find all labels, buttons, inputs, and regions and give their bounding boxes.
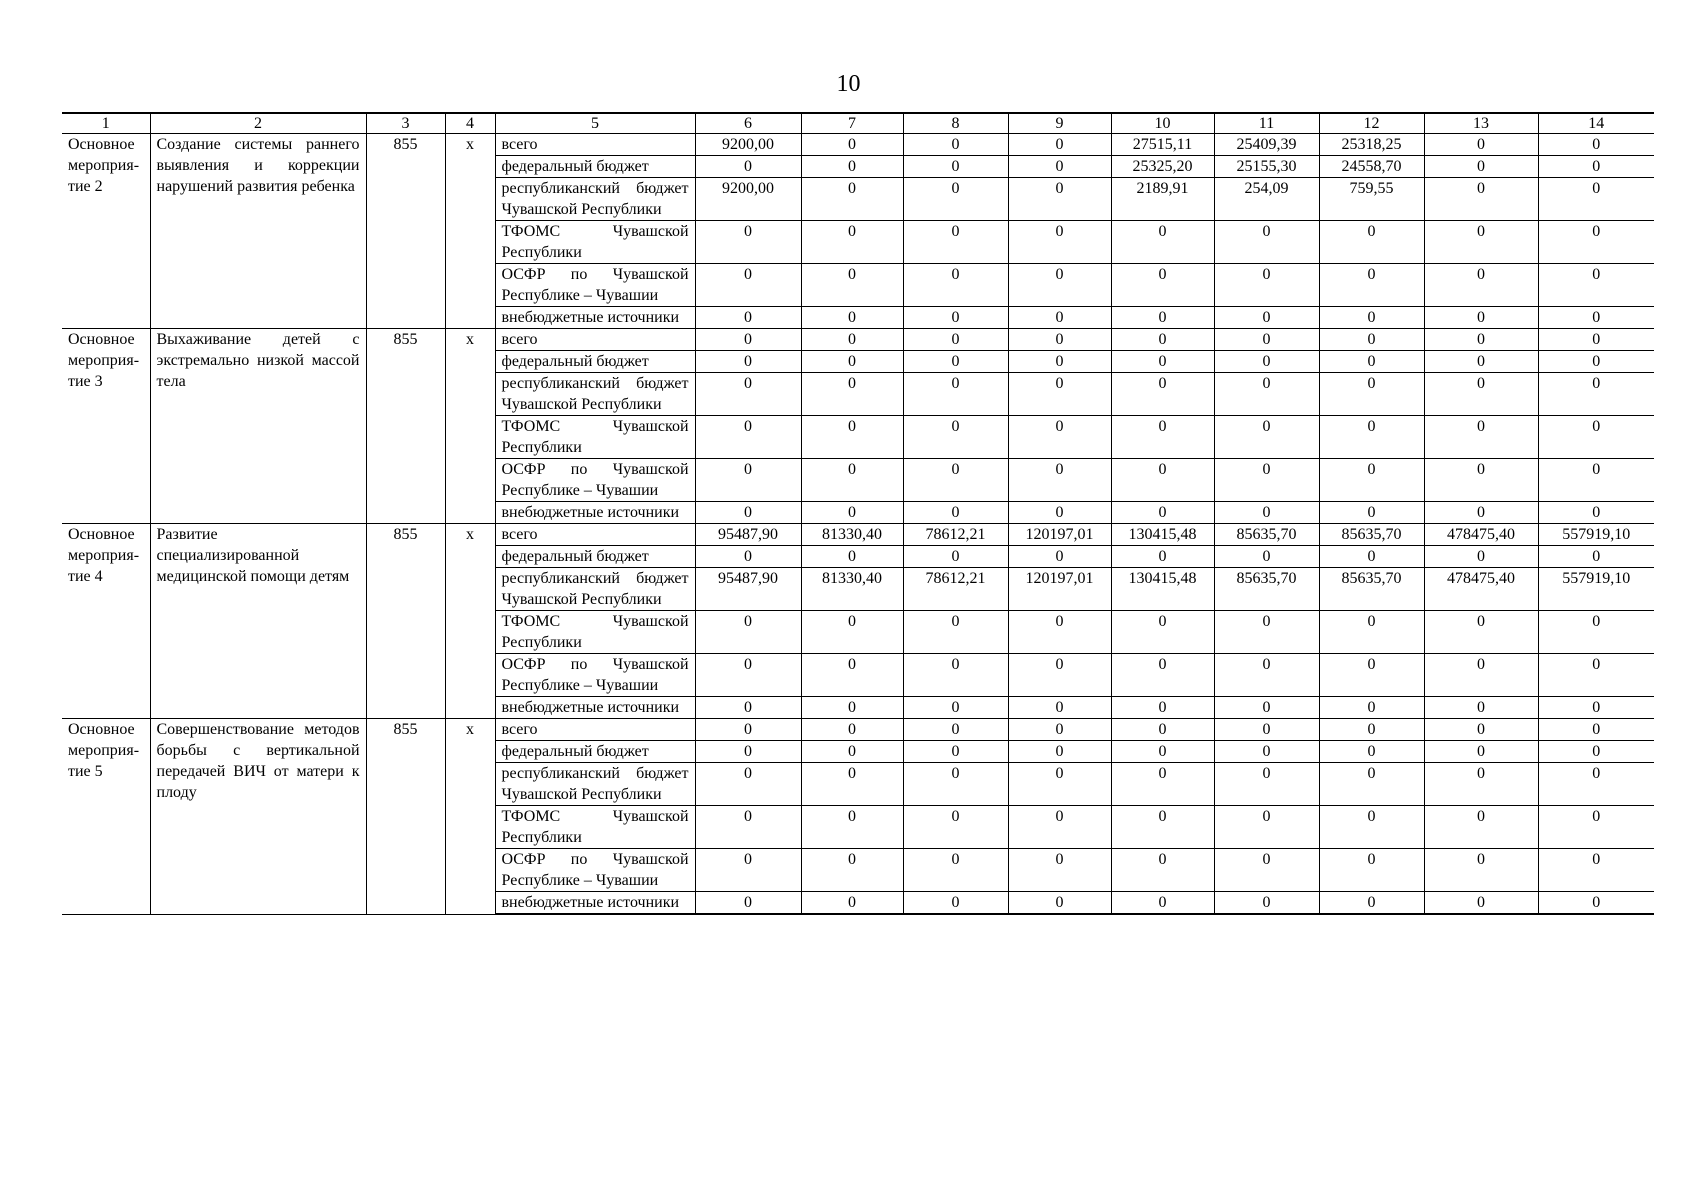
amount-cell: 81330,40 xyxy=(801,568,903,611)
amount-cell: 0 xyxy=(1111,741,1214,763)
activity-name: Развитие специализированной медицинской помощи детям xyxy=(150,524,366,719)
amount-cell: 0 xyxy=(1008,546,1111,568)
amount-cell: 0 xyxy=(695,416,801,459)
column-header-6: 6 xyxy=(695,113,801,134)
amount-cell: 95487,90 xyxy=(695,524,801,546)
funding-source: федеральный бюджет xyxy=(495,351,695,373)
amount-cell: 0 xyxy=(903,502,1008,524)
amount-cell: 0 xyxy=(1008,719,1111,741)
amount-cell: 24558,70 xyxy=(1319,156,1424,178)
amount-cell: 0 xyxy=(1008,264,1111,307)
amount-cell: 0 xyxy=(1319,307,1424,329)
amount-cell: 2189,91 xyxy=(1111,178,1214,221)
amount-cell: 0 xyxy=(1319,654,1424,697)
amount-cell: 0 xyxy=(1424,264,1538,307)
amount-cell: 0 xyxy=(1538,849,1654,892)
amount-cell: 0 xyxy=(1538,611,1654,654)
amount-cell: 0 xyxy=(695,849,801,892)
amount-cell: 27515,11 xyxy=(1111,134,1214,156)
amount-cell: 0 xyxy=(1424,221,1538,264)
amount-cell: 0 xyxy=(1424,892,1538,915)
amount-cell: 0 xyxy=(1319,806,1424,849)
amount-cell: 130415,48 xyxy=(1111,568,1214,611)
amount-cell: 0 xyxy=(1424,373,1538,416)
amount-cell: 0 xyxy=(1538,806,1654,849)
column-header-1: 1 xyxy=(62,113,150,134)
amount-cell: 0 xyxy=(1538,134,1654,156)
amount-cell: 0 xyxy=(1214,546,1319,568)
amount-cell: 0 xyxy=(1214,719,1319,741)
amount-cell: 0 xyxy=(801,178,903,221)
amount-cell: 557919,10 xyxy=(1538,568,1654,611)
column-header-7: 7 xyxy=(801,113,903,134)
amount-cell: 0 xyxy=(903,351,1008,373)
amount-cell: 9200,00 xyxy=(695,134,801,156)
amount-cell: 25155,30 xyxy=(1214,156,1319,178)
amount-cell: 0 xyxy=(1538,307,1654,329)
funding-source: внебюджетные источники xyxy=(495,502,695,524)
amount-cell: 0 xyxy=(1538,459,1654,502)
amount-cell: 0 xyxy=(801,502,903,524)
funding-source: федеральный бюджет xyxy=(495,741,695,763)
table-row xyxy=(62,134,1654,156)
amount-cell: 0 xyxy=(801,849,903,892)
amount-cell: 0 xyxy=(801,416,903,459)
funding-source: республиканский бюджет Чувашской Республики xyxy=(495,568,695,611)
amount-cell: 0 xyxy=(1008,892,1111,915)
amount-cell: 0 xyxy=(1319,502,1424,524)
funding-source: всего xyxy=(495,134,695,156)
amount-cell: 81330,40 xyxy=(801,524,903,546)
amount-cell: 0 xyxy=(1424,654,1538,697)
amount-cell: 78612,21 xyxy=(903,568,1008,611)
amount-cell: 0 xyxy=(1214,806,1319,849)
amount-cell: 0 xyxy=(695,307,801,329)
amount-cell: 0 xyxy=(1008,134,1111,156)
amount-cell: 0 xyxy=(1424,611,1538,654)
amount-cell: 0 xyxy=(1008,156,1111,178)
amount-cell: 0 xyxy=(1214,892,1319,915)
amount-cell: 0 xyxy=(1008,459,1111,502)
amount-cell: 0 xyxy=(801,134,903,156)
table-row xyxy=(62,524,1654,546)
amount-cell: 0 xyxy=(1111,459,1214,502)
amount-cell: 0 xyxy=(1538,156,1654,178)
amount-cell: 0 xyxy=(801,264,903,307)
amount-cell: 0 xyxy=(1214,849,1319,892)
amount-cell: 0 xyxy=(903,697,1008,719)
amount-cell: 0 xyxy=(1111,654,1214,697)
amount-cell: 0 xyxy=(1319,373,1424,416)
amount-cell: 0 xyxy=(903,719,1008,741)
funding-source: всего xyxy=(495,719,695,741)
amount-cell: 0 xyxy=(903,307,1008,329)
activity-label: Основное мероприя-тие 2 xyxy=(62,134,150,329)
amount-cell: 0 xyxy=(903,806,1008,849)
amount-cell: 0 xyxy=(1008,654,1111,697)
amount-cell: 0 xyxy=(1319,459,1424,502)
amount-cell: 0 xyxy=(903,611,1008,654)
column-header-4: 4 xyxy=(445,113,495,134)
column-header-10: 10 xyxy=(1111,113,1214,134)
amount-cell: 0 xyxy=(903,416,1008,459)
amount-cell: 0 xyxy=(1111,892,1214,915)
amount-cell: 0 xyxy=(1008,373,1111,416)
funding-source: федеральный бюджет xyxy=(495,156,695,178)
amount-cell: 0 xyxy=(1319,351,1424,373)
column-header-9: 9 xyxy=(1008,113,1111,134)
amount-cell: 0 xyxy=(695,719,801,741)
amount-cell: 0 xyxy=(1214,459,1319,502)
column-header-3: 3 xyxy=(366,113,445,134)
amount-cell: 85635,70 xyxy=(1319,568,1424,611)
amount-cell: 0 xyxy=(1424,307,1538,329)
funding-source: ОСФР по Чувашской Республике – Чувашии xyxy=(495,654,695,697)
amount-cell: 0 xyxy=(1111,416,1214,459)
amount-cell: 0 xyxy=(1319,697,1424,719)
amount-cell: 0 xyxy=(1008,741,1111,763)
amount-cell: 85635,70 xyxy=(1319,524,1424,546)
amount-cell: 0 xyxy=(1424,849,1538,892)
funding-source: ТФОМС Чувашской Республики xyxy=(495,806,695,849)
amount-cell: 0 xyxy=(1111,307,1214,329)
amount-cell: 0 xyxy=(1538,763,1654,806)
amount-cell: 25318,25 xyxy=(1319,134,1424,156)
amount-cell: 0 xyxy=(1008,697,1111,719)
table-body xyxy=(62,134,1654,915)
column-number-header-row xyxy=(62,113,1654,134)
amount-cell: 0 xyxy=(1111,806,1214,849)
amount-cell: 120197,01 xyxy=(1008,524,1111,546)
amount-cell: 0 xyxy=(903,546,1008,568)
amount-cell: 0 xyxy=(1008,502,1111,524)
amount-cell: 0 xyxy=(1111,329,1214,351)
column-header-12: 12 xyxy=(1319,113,1424,134)
amount-cell: 0 xyxy=(801,329,903,351)
amount-cell: 0 xyxy=(1008,351,1111,373)
amount-cell: 0 xyxy=(695,763,801,806)
amount-cell: 0 xyxy=(1214,351,1319,373)
column-header-11: 11 xyxy=(1214,113,1319,134)
amount-cell: 0 xyxy=(695,459,801,502)
amount-cell: 0 xyxy=(1008,806,1111,849)
table-row xyxy=(62,329,1654,351)
amount-cell: 0 xyxy=(1424,134,1538,156)
amount-cell: 0 xyxy=(695,502,801,524)
amount-cell: 0 xyxy=(1111,849,1214,892)
amount-cell: 0 xyxy=(1538,546,1654,568)
amount-cell: 0 xyxy=(1319,546,1424,568)
amount-cell: 0 xyxy=(1008,416,1111,459)
column-header-5: 5 xyxy=(495,113,695,134)
amount-cell: 0 xyxy=(1214,264,1319,307)
marker-cell: х xyxy=(445,719,495,915)
amount-cell: 0 xyxy=(801,763,903,806)
amount-cell: 0 xyxy=(1008,307,1111,329)
amount-cell: 0 xyxy=(1319,763,1424,806)
amount-cell: 0 xyxy=(1214,654,1319,697)
amount-cell: 0 xyxy=(1214,373,1319,416)
amount-cell: 0 xyxy=(1538,329,1654,351)
amount-cell: 0 xyxy=(695,611,801,654)
amount-cell: 0 xyxy=(1111,697,1214,719)
funding-source: ОСФР по Чувашской Республике – Чувашии xyxy=(495,849,695,892)
amount-cell: 0 xyxy=(1424,416,1538,459)
amount-cell: 0 xyxy=(695,654,801,697)
amount-cell: 0 xyxy=(1538,351,1654,373)
amount-cell: 478475,40 xyxy=(1424,568,1538,611)
amount-cell: 0 xyxy=(801,719,903,741)
amount-cell: 0 xyxy=(695,697,801,719)
amount-cell: 0 xyxy=(695,546,801,568)
funding-source: внебюджетные источники xyxy=(495,892,695,915)
amount-cell: 0 xyxy=(1214,307,1319,329)
amount-cell: 0 xyxy=(801,221,903,264)
amount-cell: 0 xyxy=(801,351,903,373)
amount-cell: 0 xyxy=(903,329,1008,351)
amount-cell: 0 xyxy=(1008,849,1111,892)
amount-cell: 0 xyxy=(695,351,801,373)
amount-cell: 0 xyxy=(801,156,903,178)
marker-cell: х xyxy=(445,329,495,524)
funding-source: ТФОМС Чувашской Республики xyxy=(495,416,695,459)
activity-name: Выхаживание детей с экстремально низкой массой тела xyxy=(150,329,366,524)
amount-cell: 0 xyxy=(801,892,903,915)
funding-source: республиканский бюджет Чувашской Республики xyxy=(495,178,695,221)
amount-cell: 0 xyxy=(1319,264,1424,307)
amount-cell: 0 xyxy=(1214,329,1319,351)
amount-cell: 0 xyxy=(1214,221,1319,264)
amount-cell: 0 xyxy=(1319,849,1424,892)
amount-cell: 0 xyxy=(903,892,1008,915)
table-row xyxy=(62,719,1654,741)
amount-cell: 0 xyxy=(1111,221,1214,264)
marker-cell: х xyxy=(445,524,495,719)
activity-label: Основное мероприя-тие 3 xyxy=(62,329,150,524)
amount-cell: 0 xyxy=(1538,741,1654,763)
amount-cell: 0 xyxy=(801,806,903,849)
amount-cell: 0 xyxy=(1538,264,1654,307)
funding-table xyxy=(62,112,1654,915)
amount-cell: 0 xyxy=(1424,719,1538,741)
amount-cell: 0 xyxy=(801,459,903,502)
amount-cell: 0 xyxy=(1111,763,1214,806)
amount-cell: 0 xyxy=(1214,741,1319,763)
amount-cell: 0 xyxy=(695,264,801,307)
amount-cell: 0 xyxy=(1214,502,1319,524)
amount-cell: 0 xyxy=(903,763,1008,806)
page-number: 10 xyxy=(836,71,861,97)
amount-cell: 759,55 xyxy=(1319,178,1424,221)
amount-cell: 0 xyxy=(1214,611,1319,654)
amount-cell: 0 xyxy=(1538,502,1654,524)
executor-code: 855 xyxy=(366,134,445,329)
funding-source: внебюджетные источники xyxy=(495,697,695,719)
amount-cell: 0 xyxy=(1319,892,1424,915)
amount-cell: 25409,39 xyxy=(1214,134,1319,156)
amount-cell: 0 xyxy=(1424,806,1538,849)
amount-cell: 0 xyxy=(695,806,801,849)
funding-source: ТФОМС Чувашской Республики xyxy=(495,611,695,654)
funding-source: ОСФР по Чувашской Республике – Чувашии xyxy=(495,264,695,307)
amount-cell: 0 xyxy=(1424,156,1538,178)
amount-cell: 0 xyxy=(1111,502,1214,524)
amount-cell: 0 xyxy=(695,156,801,178)
column-header-14: 14 xyxy=(1538,113,1654,134)
funding-source: республиканский бюджет Чувашской Республики xyxy=(495,373,695,416)
amount-cell: 0 xyxy=(801,611,903,654)
amount-cell: 0 xyxy=(1538,719,1654,741)
column-header-13: 13 xyxy=(1424,113,1538,134)
funding-source: всего xyxy=(495,524,695,546)
amount-cell: 0 xyxy=(903,654,1008,697)
amount-cell: 0 xyxy=(695,373,801,416)
amount-cell: 0 xyxy=(903,459,1008,502)
amount-cell: 0 xyxy=(1424,763,1538,806)
amount-cell: 0 xyxy=(801,697,903,719)
amount-cell: 0 xyxy=(1319,416,1424,459)
amount-cell: 0 xyxy=(1424,697,1538,719)
amount-cell: 0 xyxy=(695,221,801,264)
amount-cell: 0 xyxy=(695,741,801,763)
amount-cell: 0 xyxy=(1111,373,1214,416)
amount-cell: 0 xyxy=(1111,546,1214,568)
amount-cell: 0 xyxy=(695,892,801,915)
funding-source: ОСФР по Чувашской Республике – Чувашии xyxy=(495,459,695,502)
amount-cell: 0 xyxy=(1424,502,1538,524)
amount-cell: 0 xyxy=(1319,741,1424,763)
amount-cell: 0 xyxy=(1008,221,1111,264)
amount-cell: 0 xyxy=(1319,221,1424,264)
amount-cell: 0 xyxy=(1538,892,1654,915)
amount-cell: 0 xyxy=(801,546,903,568)
amount-cell: 0 xyxy=(1008,329,1111,351)
amount-cell: 0 xyxy=(1424,178,1538,221)
amount-cell: 0 xyxy=(1319,611,1424,654)
activity-name: Совершенствование методов борьбы с вертикальной передачей ВИЧ от матери к плоду xyxy=(150,719,366,915)
amount-cell: 95487,90 xyxy=(695,568,801,611)
amount-cell: 0 xyxy=(1538,221,1654,264)
amount-cell: 0 xyxy=(903,134,1008,156)
amount-cell: 0 xyxy=(1214,416,1319,459)
amount-cell: 0 xyxy=(801,307,903,329)
amount-cell: 0 xyxy=(903,221,1008,264)
amount-cell: 78612,21 xyxy=(903,524,1008,546)
amount-cell: 0 xyxy=(1424,546,1538,568)
amount-cell: 0 xyxy=(1424,741,1538,763)
amount-cell: 254,09 xyxy=(1214,178,1319,221)
amount-cell: 25325,20 xyxy=(1111,156,1214,178)
marker-cell: х xyxy=(445,134,495,329)
amount-cell: 0 xyxy=(801,654,903,697)
executor-code: 855 xyxy=(366,719,445,915)
amount-cell: 0 xyxy=(1319,719,1424,741)
funding-source: федеральный бюджет xyxy=(495,546,695,568)
amount-cell: 0 xyxy=(801,741,903,763)
amount-cell: 0 xyxy=(801,373,903,416)
column-header-2: 2 xyxy=(150,113,366,134)
amount-cell: 0 xyxy=(903,849,1008,892)
activity-label: Основное мероприя-тие 4 xyxy=(62,524,150,719)
amount-cell: 0 xyxy=(1538,654,1654,697)
amount-cell: 0 xyxy=(1538,416,1654,459)
executor-code: 855 xyxy=(366,524,445,719)
amount-cell: 557919,10 xyxy=(1538,524,1654,546)
amount-cell: 0 xyxy=(1008,178,1111,221)
amount-cell: 0 xyxy=(1424,329,1538,351)
amount-cell: 0 xyxy=(695,329,801,351)
amount-cell: 478475,40 xyxy=(1424,524,1538,546)
amount-cell: 0 xyxy=(1008,763,1111,806)
amount-cell: 0 xyxy=(1214,763,1319,806)
amount-cell: 0 xyxy=(903,156,1008,178)
amount-cell: 0 xyxy=(1319,329,1424,351)
amount-cell: 0 xyxy=(1008,611,1111,654)
activity-label: Основное мероприя-тие 5 xyxy=(62,719,150,915)
amount-cell: 0 xyxy=(903,178,1008,221)
amount-cell: 0 xyxy=(903,741,1008,763)
column-header-8: 8 xyxy=(903,113,1008,134)
amount-cell: 0 xyxy=(1111,611,1214,654)
funding-source: внебюджетные источники xyxy=(495,307,695,329)
amount-cell: 9200,00 xyxy=(695,178,801,221)
amount-cell: 120197,01 xyxy=(1008,568,1111,611)
amount-cell: 0 xyxy=(1424,459,1538,502)
amount-cell: 0 xyxy=(1424,351,1538,373)
amount-cell: 0 xyxy=(1538,373,1654,416)
funding-source: всего xyxy=(495,329,695,351)
amount-cell: 0 xyxy=(1538,697,1654,719)
amount-cell: 0 xyxy=(903,373,1008,416)
amount-cell: 0 xyxy=(1111,719,1214,741)
amount-cell: 85635,70 xyxy=(1214,568,1319,611)
amount-cell: 0 xyxy=(1111,351,1214,373)
activity-name: Создание системы раннего выявления и коррекции нарушений развития ребенка xyxy=(150,134,366,329)
funding-source: ТФОМС Чувашской Республики xyxy=(495,221,695,264)
amount-cell: 0 xyxy=(1214,697,1319,719)
amount-cell: 0 xyxy=(1111,264,1214,307)
amount-cell: 0 xyxy=(903,264,1008,307)
funding-source: республиканский бюджет Чувашской Республики xyxy=(495,763,695,806)
amount-cell: 130415,48 xyxy=(1111,524,1214,546)
amount-cell: 0 xyxy=(1538,178,1654,221)
executor-code: 855 xyxy=(366,329,445,524)
amount-cell: 85635,70 xyxy=(1214,524,1319,546)
